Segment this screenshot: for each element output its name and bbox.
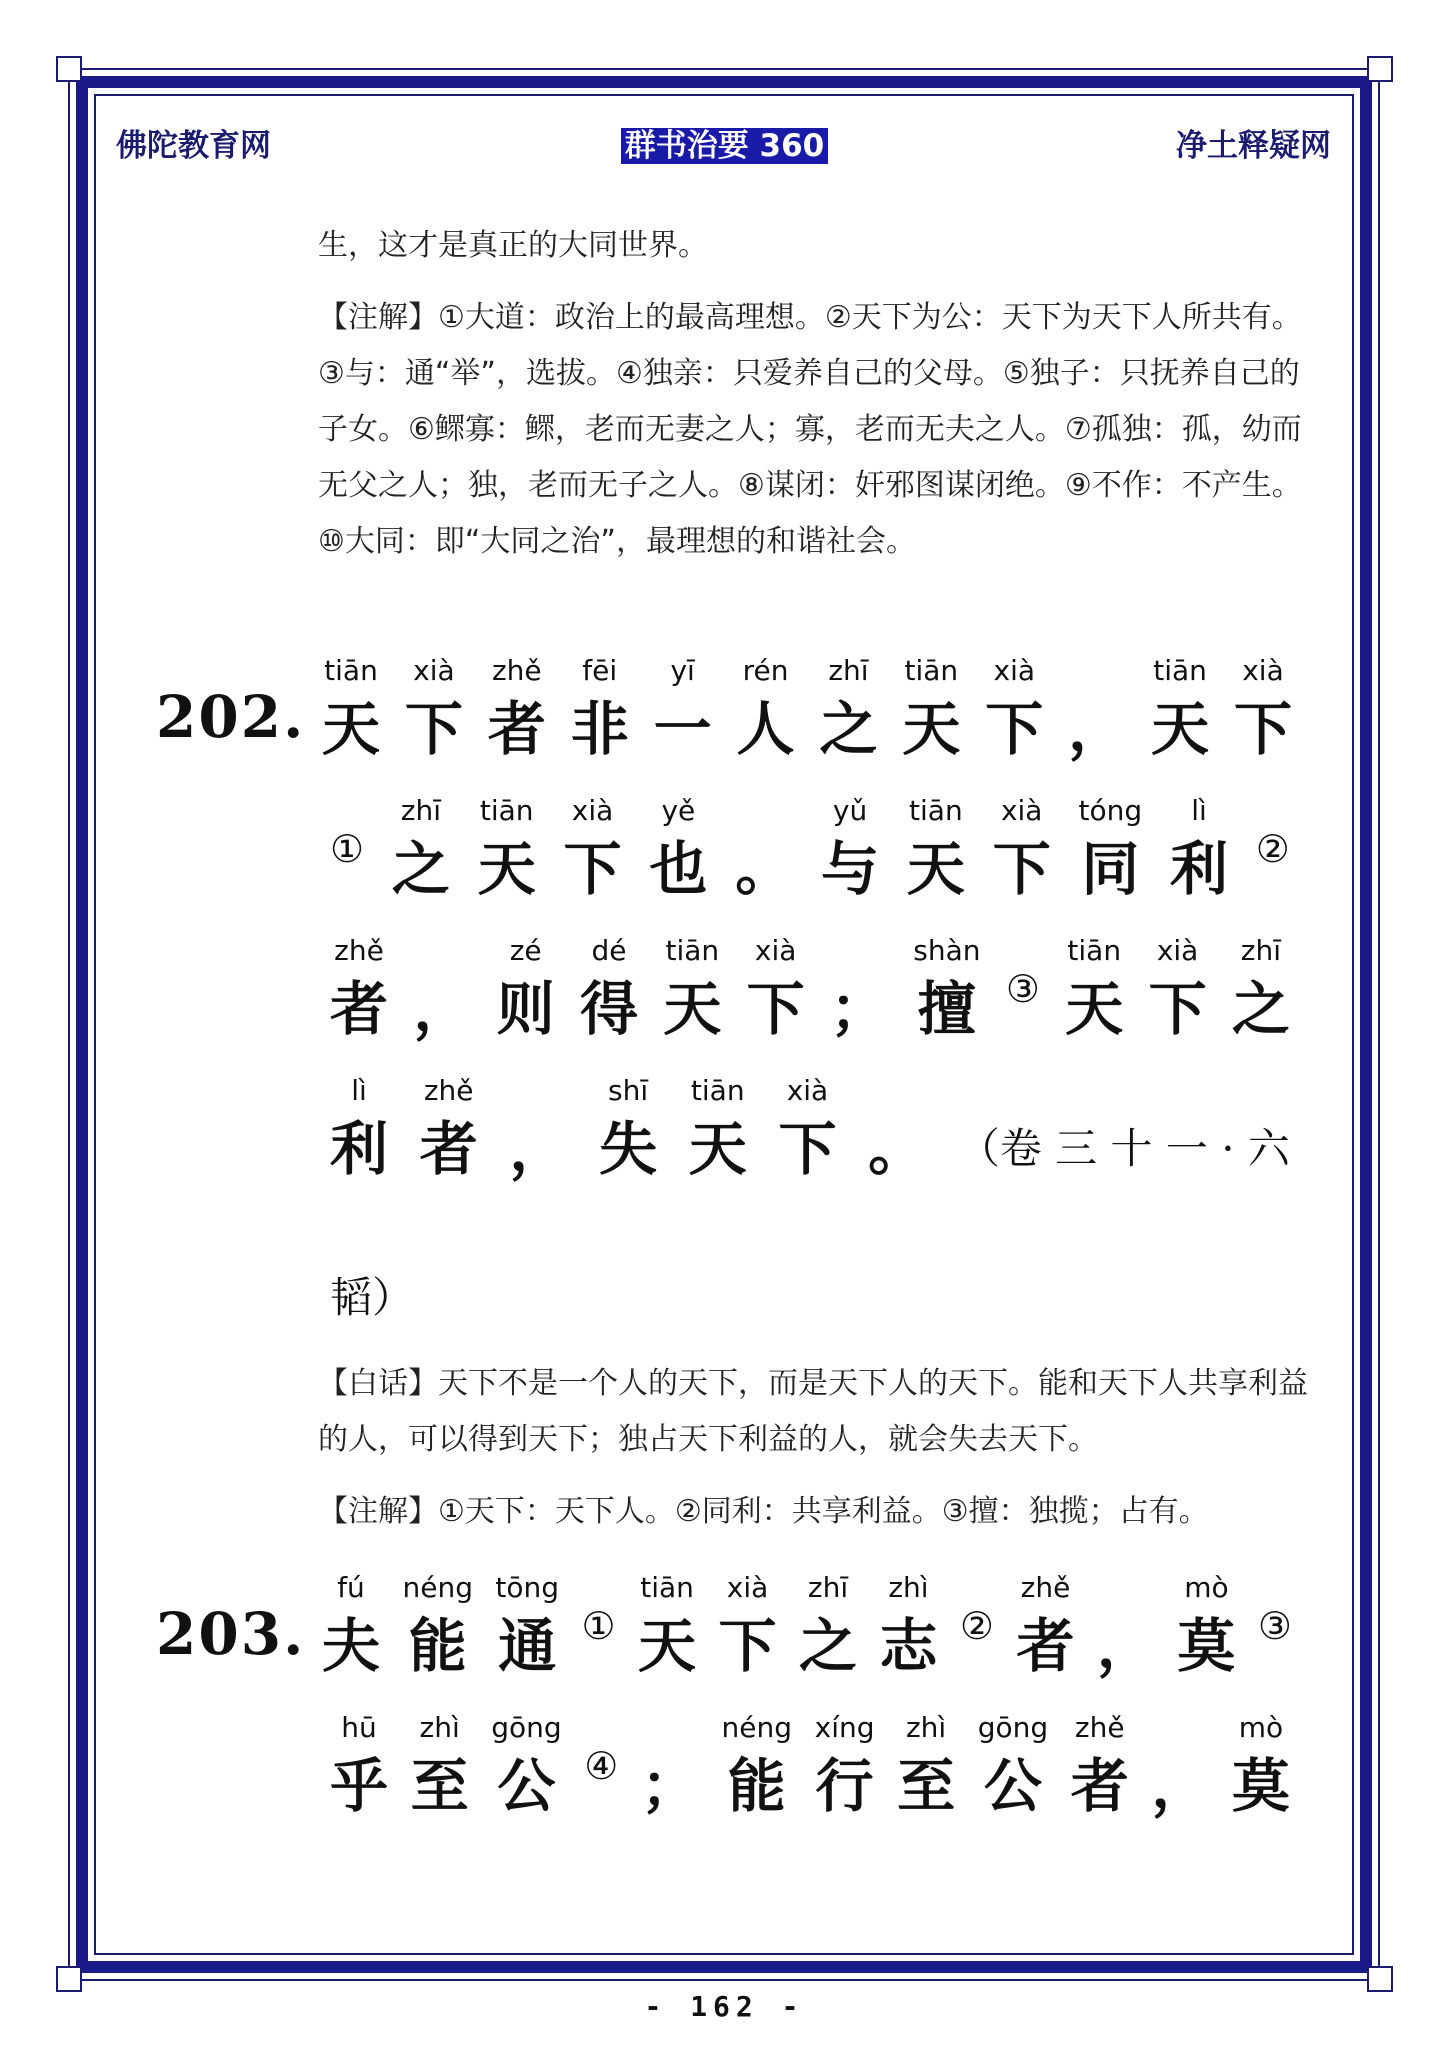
hanzi: 通 bbox=[498, 1612, 557, 1680]
char-cell bbox=[819, 653, 877, 769]
hanzi: 志 bbox=[879, 1612, 938, 1680]
char-cell bbox=[913, 933, 980, 1049]
hanzi: 一 bbox=[653, 695, 712, 763]
char-cell bbox=[1065, 933, 1123, 1049]
char-cell bbox=[747, 933, 805, 1049]
footnote-marker: ② bbox=[1255, 827, 1290, 871]
pinyin: tiān bbox=[904, 654, 959, 687]
char-cell bbox=[405, 653, 463, 769]
hanzi: ， bbox=[1096, 1612, 1155, 1680]
char-cell bbox=[392, 793, 450, 909]
char-cell bbox=[1151, 1710, 1209, 1826]
pinyin: zhī bbox=[1240, 934, 1282, 967]
footnote-marker: ④ bbox=[584, 1744, 619, 1788]
hanzi: 则 bbox=[496, 975, 555, 1043]
pinyin: shàn bbox=[913, 934, 981, 967]
hanzi: 乎 bbox=[330, 1752, 389, 1820]
hanzi: 者 bbox=[487, 695, 546, 763]
pinyin: xià bbox=[786, 1074, 829, 1107]
hanzi: 之 bbox=[1231, 975, 1290, 1043]
char-cell bbox=[719, 1570, 777, 1686]
border-corner-bottom-right bbox=[1367, 1966, 1393, 1992]
pinyin: zhě bbox=[1020, 1571, 1071, 1604]
char-cell bbox=[402, 1570, 473, 1686]
pinyin: zhī bbox=[828, 654, 869, 687]
hanzi: 天 bbox=[477, 835, 536, 903]
char-cell bbox=[1149, 933, 1207, 1049]
hanzi: 天 bbox=[663, 975, 722, 1043]
hanzi: 者 bbox=[419, 1115, 478, 1183]
char-cell bbox=[1151, 653, 1209, 769]
pinyin: zhě bbox=[334, 934, 384, 967]
hanzi: 下 bbox=[1148, 975, 1207, 1043]
char-cell bbox=[978, 1710, 1048, 1826]
char-cell bbox=[322, 653, 380, 769]
verse-line bbox=[330, 793, 1290, 909]
char-cell bbox=[322, 1570, 380, 1686]
pinyin: zhī bbox=[807, 1571, 849, 1604]
pinyin: tiān bbox=[324, 654, 378, 687]
pinyin: tiān bbox=[1153, 654, 1207, 687]
char-cell bbox=[330, 1073, 388, 1189]
hanzi: 天 bbox=[1151, 695, 1210, 763]
hanzi: 行 bbox=[815, 1752, 874, 1820]
hanzi: 得 bbox=[579, 975, 638, 1043]
hanzi: 天 bbox=[902, 695, 961, 763]
footnote-marker: ② bbox=[959, 1604, 994, 1648]
page-number: - 162 - bbox=[644, 1990, 805, 2023]
pinyin: zhì bbox=[905, 1711, 947, 1744]
top-paragraph: 生，这才是真正的大同世界。 bbox=[318, 228, 708, 263]
footnote-marker: ③ bbox=[1257, 1604, 1292, 1648]
verse-line bbox=[330, 1710, 1290, 1826]
char-cell bbox=[1232, 1710, 1290, 1826]
hanzi: ， bbox=[1068, 695, 1127, 763]
char-cell bbox=[1170, 793, 1228, 909]
hanzi: 莫 bbox=[1177, 1612, 1236, 1680]
pinyin: tiān bbox=[1067, 934, 1122, 967]
pinyin: mò bbox=[1238, 1711, 1284, 1744]
annotation-paragraph-202: 【注解】①天下：天下人。②同利：共享利益。③擅：独揽；占有。 bbox=[318, 1494, 1209, 1529]
char-cell bbox=[491, 1710, 561, 1826]
hanzi: 莫 bbox=[1231, 1752, 1290, 1820]
char-cell bbox=[799, 1570, 857, 1686]
char-cell bbox=[654, 653, 712, 769]
char-cell bbox=[821, 793, 879, 909]
char-cell bbox=[649, 793, 707, 909]
hanzi: 之 bbox=[798, 1612, 857, 1680]
pinyin: yǔ bbox=[832, 794, 868, 827]
hanzi: 非 bbox=[570, 695, 629, 763]
char-cell bbox=[868, 1073, 926, 1189]
char-cell bbox=[1079, 793, 1143, 909]
hanzi: ； bbox=[829, 975, 888, 1043]
pinyin: mò bbox=[1184, 1571, 1229, 1604]
hanzi: 天 bbox=[906, 835, 965, 903]
pinyin: lì bbox=[1191, 794, 1207, 827]
hanzi: 者 bbox=[1016, 1612, 1075, 1680]
verse-line bbox=[330, 933, 1290, 1049]
hanzi: 者 bbox=[1070, 1752, 1129, 1820]
hanzi: 天 bbox=[638, 1612, 697, 1680]
pinyin: tōng bbox=[495, 1571, 560, 1604]
hanzi: 之 bbox=[819, 695, 878, 763]
pinyin: zé bbox=[509, 934, 542, 967]
pinyin: shī bbox=[608, 1074, 649, 1107]
hanzi: 擅 bbox=[917, 975, 976, 1043]
hanzi: 下 bbox=[746, 975, 805, 1043]
char-cell bbox=[497, 933, 555, 1049]
hanzi: 同 bbox=[1081, 835, 1140, 903]
entry-number-202: 202. bbox=[156, 683, 306, 751]
pinyin: yī bbox=[670, 654, 695, 687]
char-cell bbox=[509, 1073, 567, 1189]
hanzi: 者 bbox=[330, 975, 389, 1043]
source-tail: 韬） bbox=[330, 1273, 415, 1322]
char-cell bbox=[330, 1710, 388, 1826]
header-center-title: 群书治要 360 bbox=[621, 128, 829, 164]
hanzi: ， bbox=[413, 975, 472, 1043]
pinyin: zhì bbox=[888, 1571, 929, 1604]
char-cell bbox=[737, 653, 795, 769]
footnote-marker: ① bbox=[330, 827, 365, 871]
pinyin: gōng bbox=[491, 1711, 562, 1744]
hanzi: 利 bbox=[330, 1115, 389, 1183]
pinyin: zhě bbox=[423, 1074, 474, 1107]
char-cell bbox=[564, 793, 622, 909]
hanzi: 下 bbox=[778, 1115, 837, 1183]
pinyin: xià bbox=[1000, 794, 1043, 827]
char-cell bbox=[1234, 653, 1292, 769]
char-cell bbox=[735, 793, 793, 909]
hanzi: 与 bbox=[821, 835, 880, 903]
pinyin: xià bbox=[754, 934, 797, 967]
pinyin: hū bbox=[341, 1711, 377, 1744]
char-cell bbox=[689, 1073, 747, 1189]
pinyin: yě bbox=[661, 794, 696, 827]
pinyin: xià bbox=[413, 654, 455, 687]
pinyin: dé bbox=[591, 934, 627, 967]
border-corner-bottom-left bbox=[56, 1966, 82, 1992]
hanzi: 天 bbox=[1065, 975, 1124, 1043]
char-cell bbox=[1097, 1570, 1155, 1686]
pinyin: néng bbox=[721, 1711, 793, 1744]
char-cell bbox=[580, 933, 638, 1049]
hanzi: 公 bbox=[983, 1752, 1042, 1820]
border-corner-top-right bbox=[1367, 56, 1393, 82]
hanzi: 。 bbox=[735, 835, 794, 903]
pinyin: rén bbox=[742, 654, 789, 687]
char-cell bbox=[599, 1073, 657, 1189]
char-cell bbox=[902, 653, 960, 769]
hanzi: 下 bbox=[992, 835, 1051, 903]
hanzi: 至 bbox=[897, 1752, 956, 1820]
pinyin: zhě bbox=[1074, 1711, 1125, 1744]
hanzi: 能 bbox=[408, 1612, 467, 1680]
pinyin: xíng bbox=[814, 1711, 875, 1744]
hanzi: 。 bbox=[868, 1115, 927, 1183]
header-right-site: 净土释疑网 bbox=[1176, 128, 1331, 164]
pinyin: zhī bbox=[400, 794, 442, 827]
border-corner-top-left bbox=[56, 56, 82, 82]
pinyin: xià bbox=[1242, 654, 1284, 687]
hanzi: ， bbox=[1151, 1752, 1210, 1820]
hanzi: 天 bbox=[688, 1115, 747, 1183]
char-cell bbox=[1068, 653, 1126, 769]
char-cell bbox=[985, 653, 1043, 769]
hanzi: 失 bbox=[599, 1115, 658, 1183]
verse-line bbox=[322, 1570, 1292, 1686]
pinyin: tiān bbox=[690, 1074, 745, 1107]
char-cell bbox=[897, 1710, 955, 1826]
pinyin: tóng bbox=[1078, 794, 1143, 827]
char-cell bbox=[1232, 933, 1290, 1049]
hanzi: 下 bbox=[718, 1612, 777, 1680]
char-cell bbox=[663, 933, 721, 1049]
pinyin: tiān bbox=[909, 794, 963, 827]
annotation-paragraph: 【注解】①大道：政治上的最高理想。②天下为公：天下为天下人所共有。③与：通“举”，选拔。④独亲：只爱养自己的父母。⑤独子：只抚养自己的子女。⑥鳏寡：鳏，老而无妻之人；寡，老而无夫之人。⑦孤独：孤，幼而无父之人；独，老而无子之人。⑧谋闭：奸邪图谋闭绝。⑨不作：不产生。⑩大同：即“大同之治”，最理想的和谐社会。 bbox=[318, 300, 1302, 559]
pinyin: lì bbox=[351, 1074, 367, 1107]
hanzi: 夫 bbox=[322, 1612, 381, 1680]
hanzi: 能 bbox=[727, 1752, 786, 1820]
char-cell bbox=[638, 1570, 696, 1686]
hanzi: 下 bbox=[563, 835, 622, 903]
pinyin: xià bbox=[1156, 934, 1199, 967]
pinyin: tiān bbox=[640, 1571, 694, 1604]
pinyin: xià bbox=[726, 1571, 769, 1604]
vernacular-paragraph: 【白话】天下不是一个人的天下，而是天下人的天下。能和天下人共享利益的人，可以得到天下；独占天下利益的人，就会失去天下。 bbox=[318, 1366, 1308, 1457]
hanzi: 下 bbox=[1233, 695, 1292, 763]
char-cell bbox=[1071, 1710, 1129, 1826]
header-left-site: 佛陀教育网 bbox=[116, 128, 271, 164]
pinyin: gōng bbox=[977, 1711, 1049, 1744]
char-cell bbox=[478, 793, 536, 909]
char-cell bbox=[641, 1710, 699, 1826]
pinyin: tiān bbox=[479, 794, 534, 827]
hanzi: 之 bbox=[391, 835, 450, 903]
verse-line bbox=[322, 653, 1292, 769]
hanzi: 天 bbox=[322, 695, 381, 763]
char-cell bbox=[815, 1710, 875, 1826]
char-cell bbox=[411, 1710, 469, 1826]
char-cell bbox=[495, 1570, 559, 1686]
char-cell bbox=[413, 933, 471, 1049]
char-cell bbox=[830, 933, 888, 1049]
pinyin: fú bbox=[337, 1571, 365, 1604]
hanzi: 至 bbox=[410, 1752, 469, 1820]
pinyin: néng bbox=[402, 1571, 473, 1604]
char-cell bbox=[907, 793, 965, 909]
char-cell bbox=[488, 653, 546, 769]
char-cell bbox=[722, 1710, 793, 1826]
hanzi: 也 bbox=[649, 835, 708, 903]
verse-line bbox=[330, 1073, 1290, 1189]
char-cell bbox=[1177, 1570, 1235, 1686]
char-cell bbox=[778, 1073, 836, 1189]
entry-number-203: 203. bbox=[156, 1600, 306, 1668]
hanzi: 人 bbox=[736, 695, 795, 763]
pinyin: zhì bbox=[419, 1711, 460, 1744]
hanzi: ， bbox=[509, 1115, 568, 1183]
char-cell bbox=[420, 1073, 478, 1189]
pinyin: fēi bbox=[582, 654, 618, 687]
pinyin: xià bbox=[571, 794, 614, 827]
hanzi: 下 bbox=[404, 695, 463, 763]
footnote-marker: ① bbox=[581, 1604, 616, 1648]
char-cell bbox=[993, 793, 1051, 909]
source-reference: （卷 三 十 一 · 六 bbox=[957, 1124, 1290, 1173]
hanzi: 下 bbox=[985, 695, 1044, 763]
hanzi: 公 bbox=[497, 1752, 556, 1820]
char-cell bbox=[1016, 1570, 1074, 1686]
char-cell bbox=[879, 1570, 937, 1686]
pinyin: zhě bbox=[491, 654, 542, 687]
footnote-marker: ③ bbox=[1005, 967, 1040, 1011]
pinyin: tiān bbox=[665, 934, 720, 967]
char-cell bbox=[330, 933, 388, 1049]
char-cell bbox=[571, 653, 629, 769]
hanzi: ； bbox=[640, 1752, 699, 1820]
hanzi: 利 bbox=[1169, 835, 1228, 903]
pinyin: xià bbox=[993, 654, 1036, 687]
